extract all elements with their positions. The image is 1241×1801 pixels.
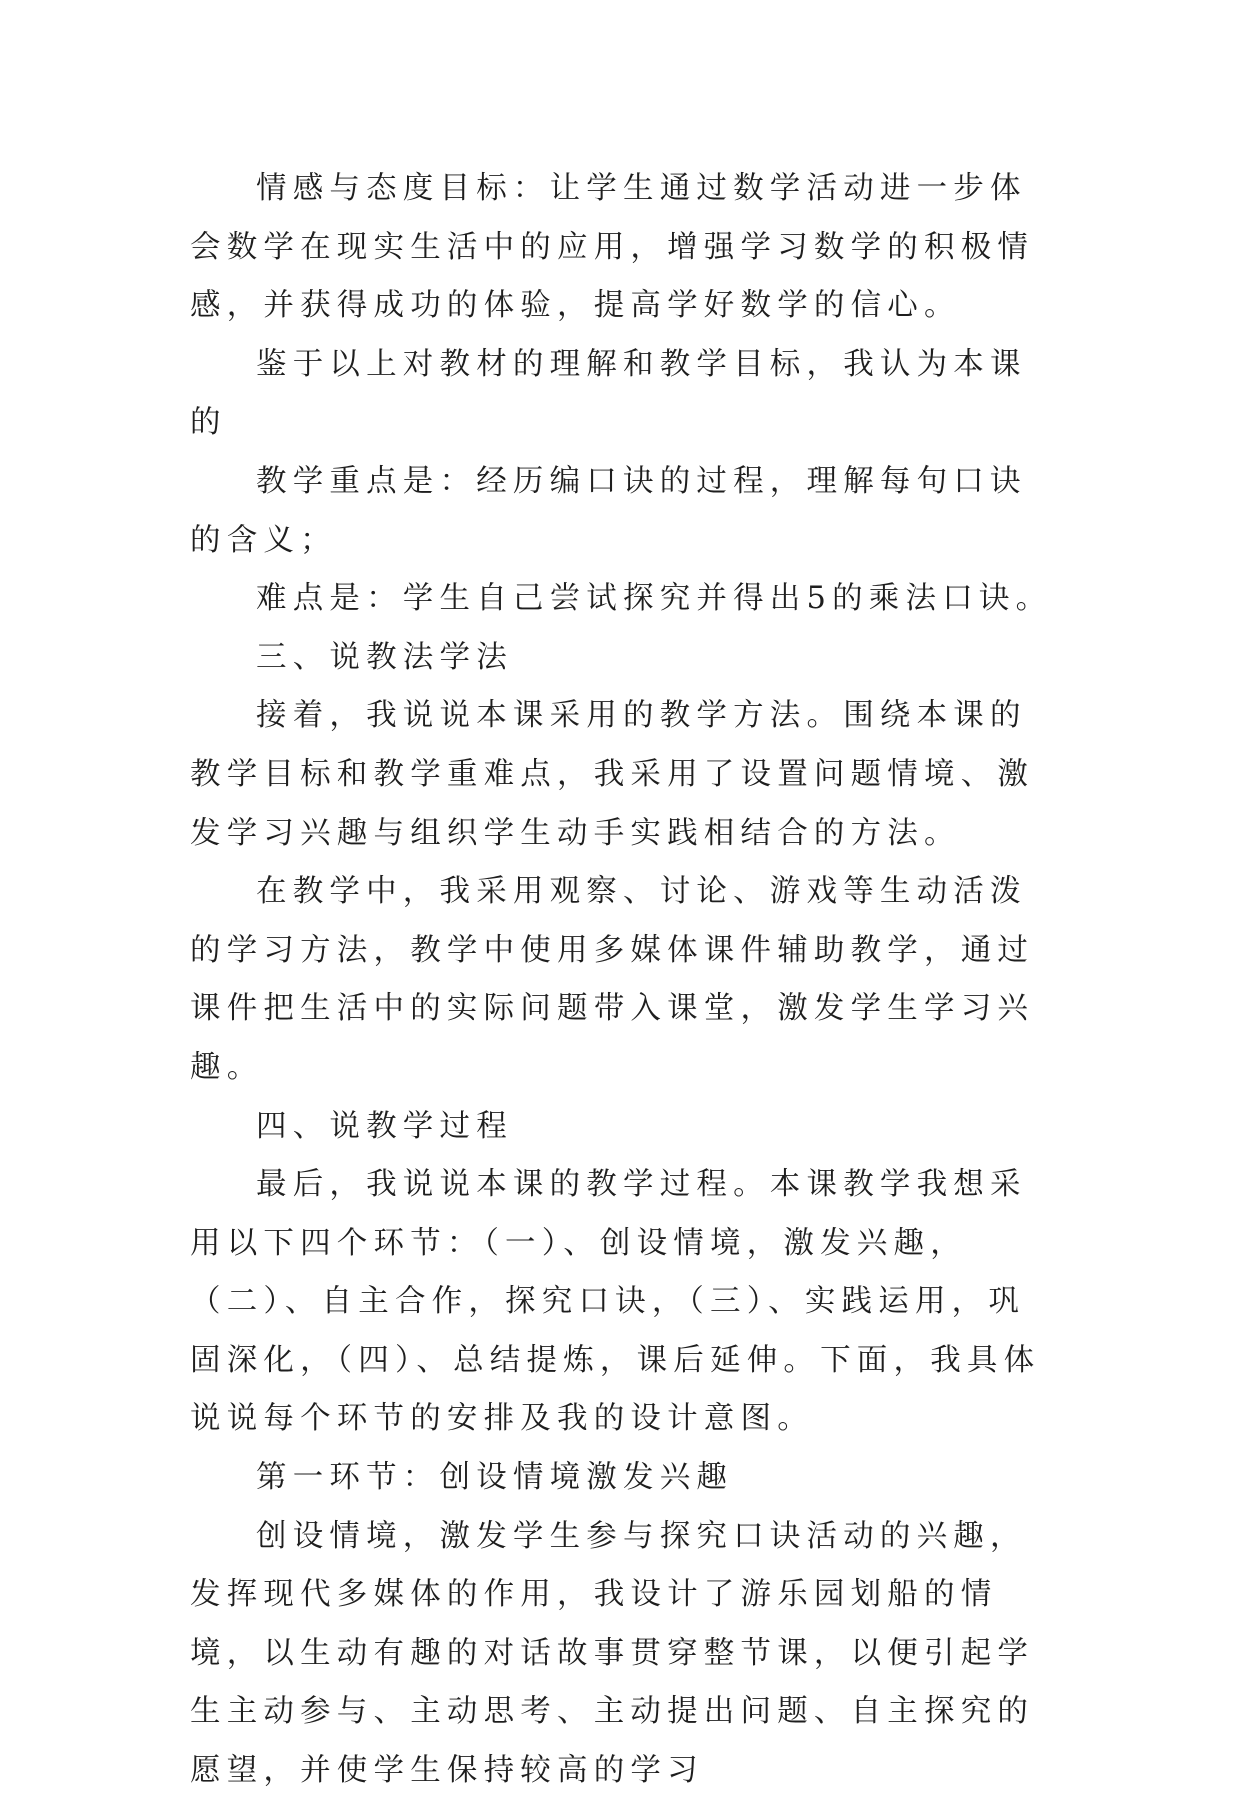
subsection-heading-step-one: 第一环节：创设情境激发兴趣	[256, 1460, 734, 1496]
paragraph-step-one-detail: 创设情境，激发学生参与探究口诀活动的兴趣，发挥现代多媒体的作用，我设计了游乐园划船的情境，以生动有趣的对话故事贯穿整节课，以便引起学生主动参与、主动思考、主动提出问题、自主探究的愿望，并使学生保持较高的学习	[190, 1518, 1035, 1789]
section-heading-process: 四、说教学过程	[256, 1108, 513, 1144]
paragraph-process-overview: 最后，我说说本课的教学过程。本课教学我想采用以下四个环节：（一）、创设情境，激发兴趣，（二）、自主合作，探究口诀，（三）、实践运用，巩固深化，（四）、总结提炼，课后延伸。下面，我具体说说每个环节的安排及我的设计意图。	[190, 1167, 1041, 1437]
paragraph-learning-methods: 在教学中，我采用观察、讨论、游戏等生动活泼的学习方法，教学中使用多媒体课件辅助教学，通过课件把生活中的实际问题带入课堂，激发学生学习兴趣。	[190, 874, 1035, 1085]
paragraph-key-points-intro: 鉴于以上对教材的理解和教学目标，我认为本课的	[190, 346, 1027, 441]
paragraph-teaching-focus: 教学重点是：经历编口诀的过程，理解每句口诀的含义；	[190, 463, 1027, 558]
paragraph-teaching-difficulty: 难点是：学生自己尝试探究并得出5的乘法口诀。	[256, 581, 1053, 617]
paragraph-emotion-attitude-goal: 情感与态度目标：让学生通过数学活动进一步体会数学在现实生活中的应用，增强学习数学的积极情感，并获得成功的体验，提高学好数学的信心。	[190, 171, 1035, 324]
section-heading-methods: 三、说教法学法	[256, 639, 513, 675]
document-body	[190, 160, 1060, 1801]
paragraph-teaching-methods: 接着，我说说本课采用的教学方法。围绕本课的教学目标和教学重难点，我采用了设置问题情境、激发学习兴趣与组织学生动手实践相结合的方法。	[190, 698, 1035, 851]
